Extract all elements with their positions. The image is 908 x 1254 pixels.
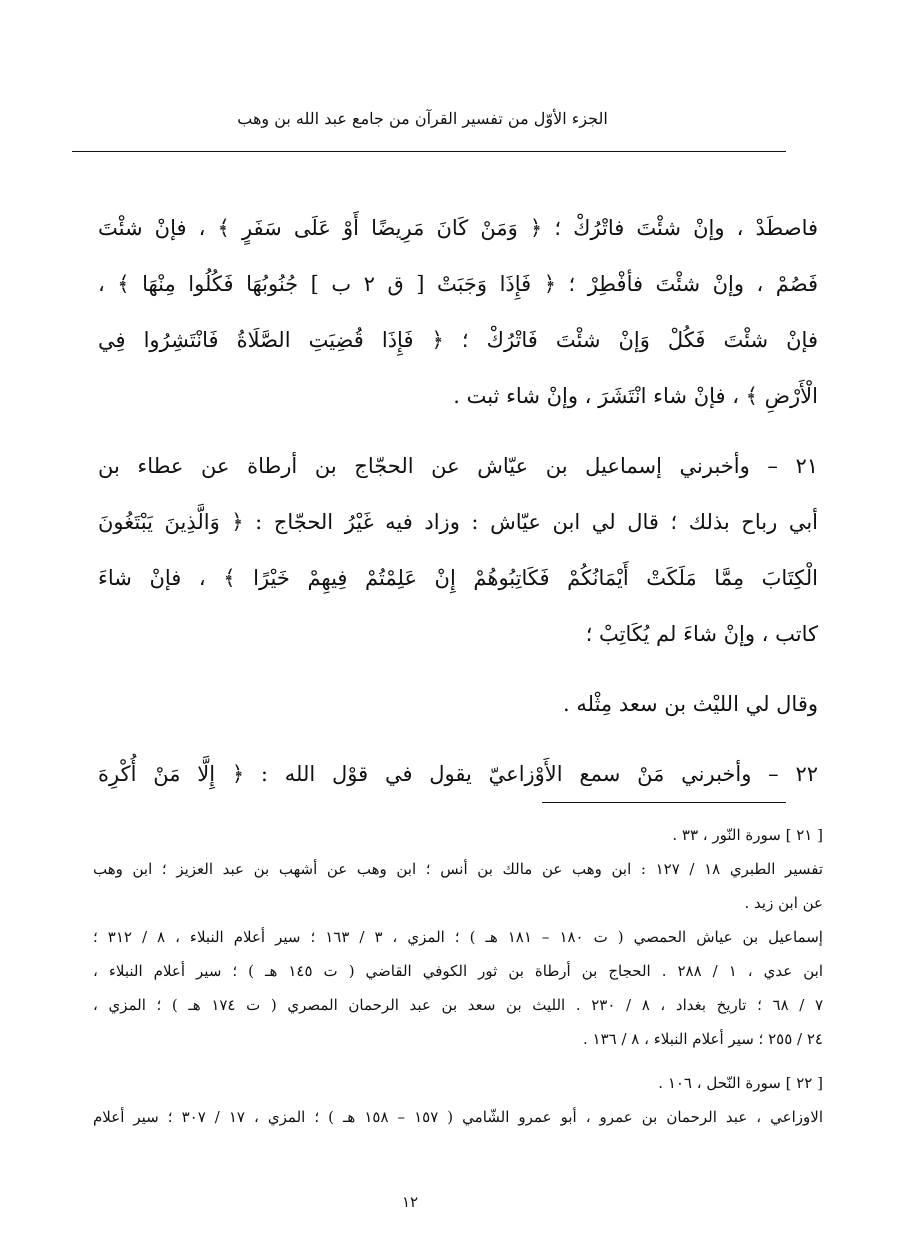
text-line: فَصُمْ ، وإنْ شئْتَ فأفْطِرْ ؛ ﴿ فَإِذَا وَجَبَتْ [ ق ٢ ب ] جُنُوبُهَا فَكُلُوا مِنْهَا ﴾ ، bbox=[98, 272, 818, 296]
text-line: ٢١ – وأخبرني إسماعيل بن عيّاش عن الحجّاج بن أرطاة عن عطاء بن bbox=[98, 454, 818, 478]
footnote-divider bbox=[542, 802, 786, 803]
footnote-line: عن ابن زيد . bbox=[744, 894, 823, 912]
footnote-line: [ ٢٢ ] سورة النّحل ، ١٠٦ . bbox=[658, 1074, 823, 1092]
paragraph-gap bbox=[98, 424, 818, 438]
footnote-line: [ ٢١ ] سورة النّور ، ٣٣ . bbox=[672, 826, 823, 844]
footnote-gap bbox=[93, 1056, 823, 1066]
text-line: كاتب ، وإنْ شاءَ لم يُكَاتِبْ ؛ bbox=[585, 622, 818, 646]
footnote-line: ٢٤ / ٢٥٥ ؛ سير أعلام النبلاء ، ٨ / ١٣٦ . bbox=[582, 1030, 823, 1048]
text-line: فإنْ شئْتَ فَكُلْ وَإنْ شئْتَ فَاتْرُكْ ؛ ﴿ فَإِذَا قُضِيَتِ الصَّلَاةُ فَانْتَشِرُوا فِي bbox=[98, 328, 818, 352]
text-line: الْكِتَابَ مِمَّا مَلَكَتْ أَيْمَانُكُمْ فَكَاتِبُوهُمْ إِنْ عَلِمْتُمْ فِيهِمْ خَيْرًا ﴾ ، فإنْ شاءَ bbox=[98, 566, 818, 590]
text-line: فاصطَدْ ، وإنْ شئْتَ فاتْرُكْ ؛ ﴿ وَمَنْ كَانَ مَرِيضًا أَوْ عَلَى سَفَرٍ ﴾ ، فإنْ شئْتَ bbox=[98, 216, 818, 240]
main-text bbox=[98, 200, 818, 802]
text-line: أبي رباح بذلك ؛ قال لي ابن عيّاش : وزاد فيه غَيْرُ الحجّاج : ﴿ وَالَّذِينَ يَبْتَغُونَ bbox=[98, 510, 818, 534]
text-line: ٢٢ – وأخبرني مَنْ سمع الأَوْزاعيّ يقول في قوْل الله : ﴿ إِلَّا مَنْ أُكْرِهَ bbox=[98, 762, 818, 786]
footnotes bbox=[93, 818, 823, 1134]
paragraph-gap bbox=[98, 662, 818, 676]
footnote-line: ٧ / ٦٨ ؛ تاريخ بغداد ، ٨ / ٢٣٠ . الليث بن سعد بن عبد الرحمان المصري ( ت ١٧٤ هـ ) ؛ المزي ، bbox=[93, 996, 823, 1014]
footnote-line: إسماعيل بن عياش الحمصي ( ت ١٨٠ – ١٨١ هـ ) ؛ المزي ، ٣ / ١٦٣ ؛ سير أعلام النبلاء ، ٨ / ٣١٢ ؛ bbox=[93, 928, 823, 946]
paragraph-gap bbox=[98, 732, 818, 746]
footnote-line: الاوزاعي ، عبد الرحمان بن عمرو ، أبو عمرو الشّامي ( ١٥٧ – ١٥٨ هـ ) ؛ المزي ، ١٧ / ٣٠٧ ؛ سير أعلام bbox=[93, 1108, 823, 1126]
running-header: الجزء الأوّل من تفسير القرآن من جامع عبد الله بن وهب bbox=[237, 109, 608, 128]
footnote-line: تفسير الطبري ١٨ / ١٢٧ : ابن وهب عن مالك بن أنس ؛ ابن وهب عن أشهب بن عبد العزيز ؛ ابن وهب bbox=[93, 860, 823, 878]
text-line: وقال لي الليْث بن سعد مِثْله . bbox=[563, 692, 818, 716]
footnote-line: ابن عدي ، ١ / ٢٨٨ . الحجاج بن أرطاة بن ثور الكوفي القاضي ( ت ١٤٥ هـ ) ؛ سير أعلام النبلاء ، bbox=[93, 962, 823, 980]
page-number: ١٢ bbox=[401, 1193, 419, 1211]
header-divider bbox=[72, 151, 786, 152]
text-line: الْأَرْضِ ﴾ ، فإنْ شاء انْتَشَرَ ، وإنْ شاء ثبت . bbox=[453, 384, 818, 408]
